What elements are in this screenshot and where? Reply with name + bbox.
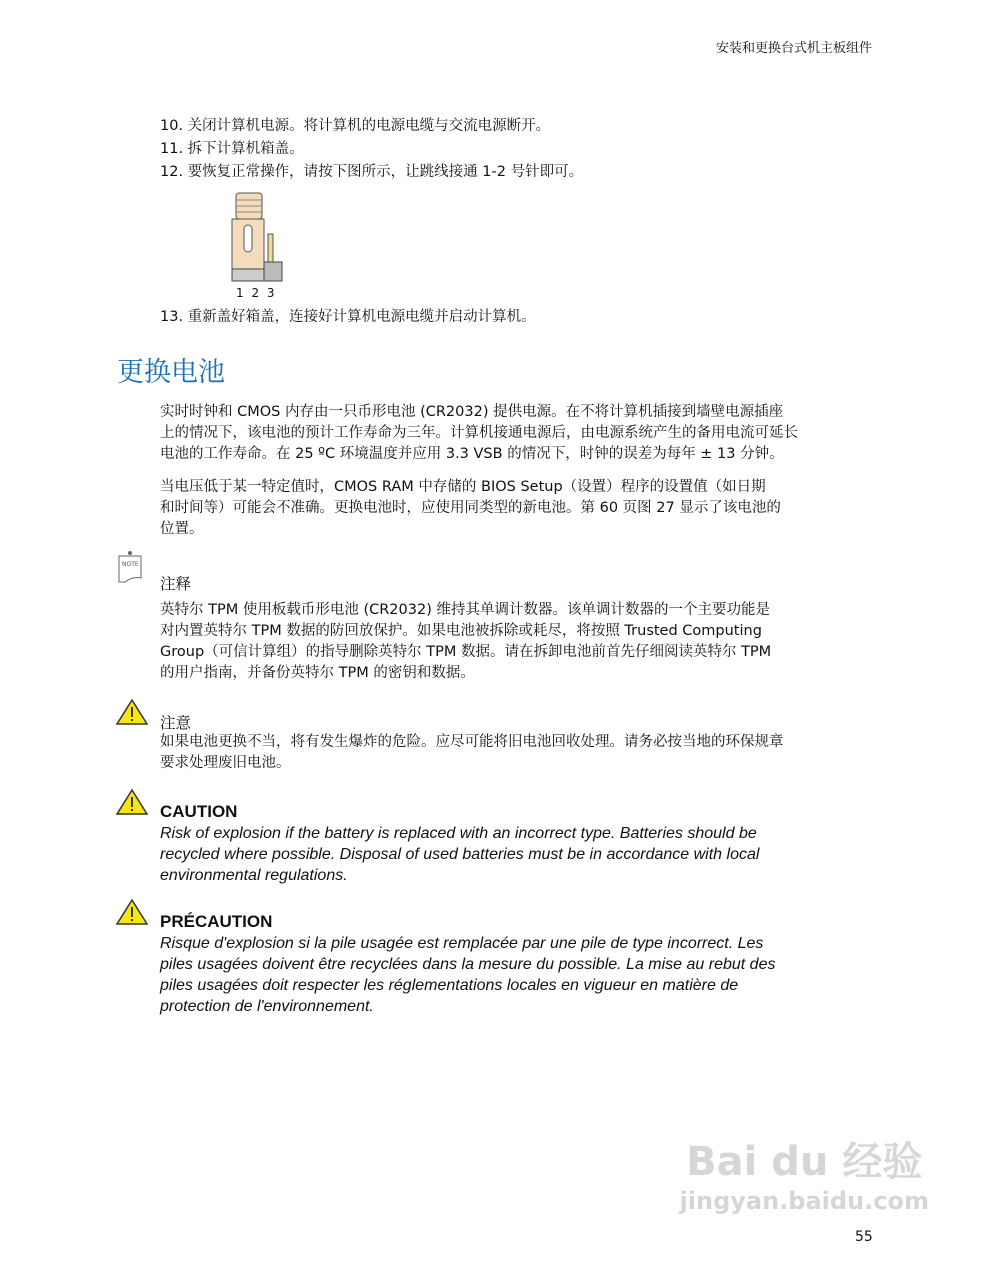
section-heading: 更换电池 bbox=[117, 357, 225, 388]
note-icon bbox=[115, 548, 147, 588]
caution-en-body bbox=[160, 823, 759, 886]
jumper-diagram bbox=[228, 190, 286, 290]
text-line: 要求处理废旧电池。 bbox=[160, 755, 291, 771]
caution-cn-label: 注意 bbox=[160, 714, 192, 732]
note-body bbox=[160, 600, 771, 684]
svg-text:NOTE: NOTE bbox=[122, 561, 139, 568]
text-line: 当电压低于某一特定值时，CMOS RAM 中存储的 BIOS Setup（设置）程序的设置值（如日期 bbox=[160, 479, 766, 495]
caution-fr-body bbox=[160, 933, 775, 1017]
warning-icon bbox=[115, 788, 149, 816]
warning-icon bbox=[115, 898, 149, 926]
text-line: 上的情况下，该电池的预计工作寿命为三年。计算机接通电源后，由电源系统产生的备用电流可延长 bbox=[160, 425, 798, 441]
text-line: 的用户指南，并备份英特尔 TPM 的密钥和数据。 bbox=[160, 665, 475, 681]
text-line: Risk of explosion if the battery is replaced with an incorrect type. Batteries should be bbox=[160, 825, 757, 842]
step-13: 13. 重新盖好箱盖，连接好计算机电源电缆并启动计算机。 bbox=[160, 309, 536, 325]
text-line: 电池的工作寿命。在 25 ºC 环境温度并应用 3.3 VSB 的情况下，时钟的误差为每年 ± 13 分钟。 bbox=[160, 446, 784, 462]
text-line: piles usagées doivent être recyclées dans la mesure du possible. La mise au rebut des bbox=[160, 956, 776, 973]
watermark bbox=[680, 1130, 929, 1215]
text-line: recycled where possible. Disposal of used batteries must be in accordance with local bbox=[160, 846, 760, 863]
text-line: 英特尔 TPM 使用板载币形电池 (CR2032) 维持其单调计数器。该单调计数器的一个主要功能是 bbox=[160, 602, 770, 618]
text-line: piles usagées doit respecter les réglementations locales en vigueur en matière de bbox=[160, 977, 739, 994]
caution-fr-label: PRÉCAUTION bbox=[160, 912, 273, 931]
text-line: protection de l'environnement. bbox=[160, 998, 374, 1015]
pin-numbers: 1 2 3 bbox=[236, 286, 277, 300]
step-10: 10. 关闭计算机电源。将计算机的电源电缆与交流电源断开。 bbox=[160, 118, 551, 134]
text-line: 对内置英特尔 TPM 数据的防回放保护。如果电池被拆除或耗尽，将按照 Trusted Computing bbox=[160, 623, 762, 639]
step-12: 12. 要恢复正常操作，请按下图所示，让跳线接通 1-2 号针即可。 bbox=[160, 164, 584, 180]
text-line: 如果电池更换不当，将有发生爆炸的危险。应尽可能将旧电池回收处理。请务必按当地的环保规章 bbox=[160, 734, 784, 750]
warning-icon bbox=[115, 698, 149, 726]
caution-en-label: CAUTION bbox=[160, 802, 238, 821]
text-line: Group（可信计算组）的指导删除英特尔 TPM 数据。请在拆卸电池前首先仔细阅读英特尔 TPM bbox=[160, 644, 772, 660]
text-line: 和时间等）可能会不准确。更换电池时，应使用同类型的新电池。第 60 页图 27 显示了该电池的 bbox=[160, 500, 781, 516]
caution-cn-body bbox=[160, 732, 784, 774]
watermark-brand: Bai du 经验 bbox=[686, 1139, 923, 1185]
running-header: 安装和更换台式机主板组件 bbox=[715, 41, 872, 56]
text-line: 实时时钟和 CMOS 内存由一只币形电池 (CR2032) 提供电源。在不将计算机插接到墙壁电源插座 bbox=[160, 404, 784, 420]
text-line: 位置。 bbox=[160, 521, 204, 537]
paragraph-2 bbox=[160, 477, 781, 540]
watermark-url: jingyan.baidu.com bbox=[679, 1187, 929, 1215]
step-11: 11. 拆下计算机箱盖。 bbox=[160, 141, 304, 157]
note-label: 注释 bbox=[160, 575, 192, 593]
page-number: 55 bbox=[855, 1229, 873, 1245]
paragraph-1 bbox=[160, 402, 798, 465]
text-line: Risque d'explosion si la pile usagée est remplacée par une pile de type incorrect. Les bbox=[160, 935, 764, 952]
text-line: environmental regulations. bbox=[160, 867, 348, 884]
